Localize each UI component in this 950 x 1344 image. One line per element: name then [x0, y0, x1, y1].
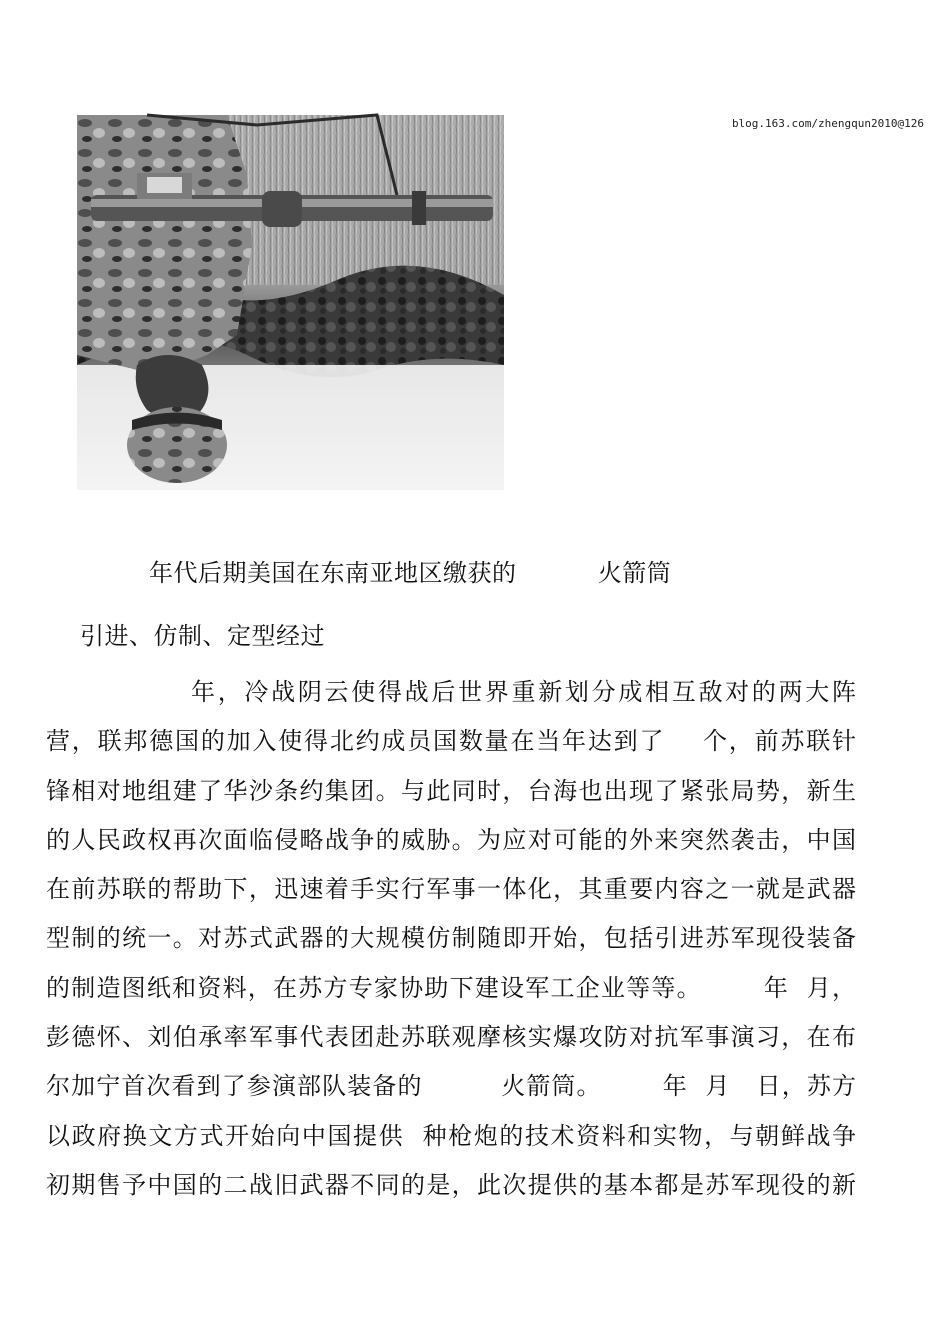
photo-watermark: blog.163.com/zhengqun2010@126 [731, 117, 924, 130]
paragraph-line: 营，联邦德国的加入使得北约成员国数量在当年达到了 个，前苏联针 [46, 727, 856, 756]
figure-caption: 年代后期美国在东南亚地区缴获的 火箭筒 [149, 559, 672, 587]
photo-image [77, 115, 924, 490]
paragraph-line: 以政府换文方式开始向中国提供 种枪炮的技术资料和实物，与朝鲜战争 [46, 1121, 856, 1150]
paragraph-line: 彭德怀、刘伯承率军事代表团赴苏联观摩核实爆攻防对抗军事演习，在布 [46, 1023, 856, 1052]
paragraph-line: 初期售予中国的二战旧武器不同的是，此次提供的基本都是苏军现役的新 [46, 1170, 856, 1199]
paragraph-line: 年，冷战阴云使得战后世界重新划分成相互敌对的两大阵 [191, 678, 856, 706]
paragraph-line: 的制造图纸和资料，在苏方专家协助下建设军工企业等等。 年 月， [46, 973, 856, 1002]
paragraph-line: 尔加宁首次看到了参演部队装备的 火箭筒。 年 月 日，苏方 [46, 1072, 856, 1101]
paragraph-line: 的人民政权再次面临侵略战争的威胁。为应对可能的外来突然袭击，中国 [46, 825, 856, 854]
section-heading: 引进、仿制、定型经过 [80, 622, 325, 650]
soldier-rocket-launcher-photo [77, 115, 924, 490]
body-paragraph [46, 674, 856, 1216]
paragraph-line: 型制的统一。对苏式武器的大规模仿制随即开始，包括引进苏军现役装备 [46, 924, 856, 953]
paragraph-line: 锋相对地组建了华沙条约集团。与此同时，台海也出现了紧张局势，新生 [46, 776, 856, 805]
paragraph-line: 在前苏联的帮助下，迅速着手实行军事一体化，其重要内容之一就是武器 [46, 875, 856, 904]
